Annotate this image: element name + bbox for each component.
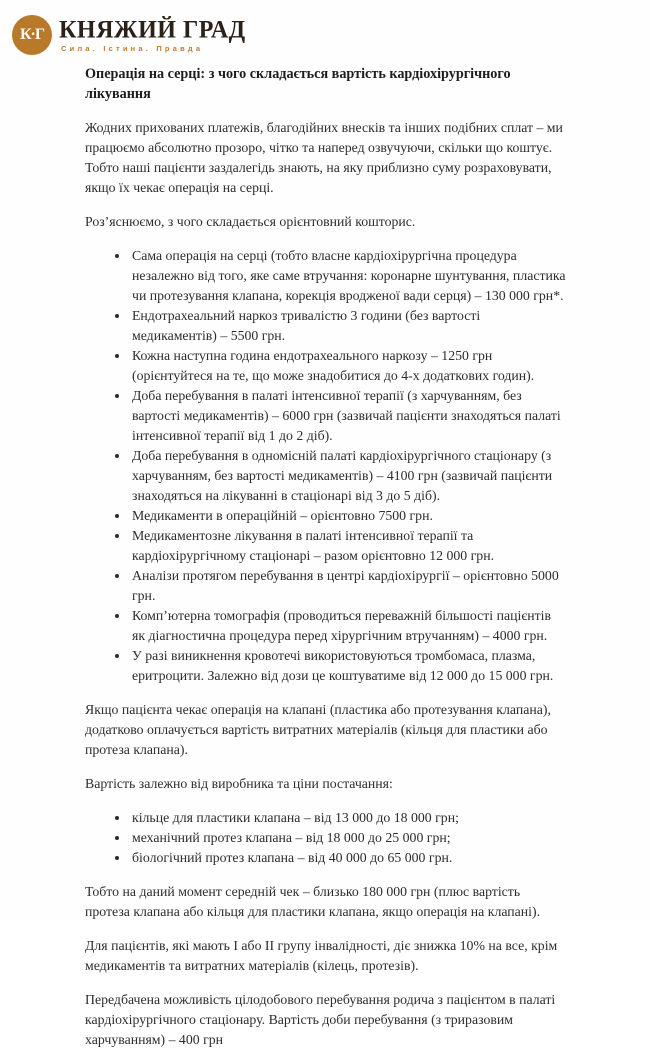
valve-price-item: • механічний протез клапана – від 18 000 до 25 000 грн; — [130, 828, 566, 848]
logo-monogram-badge — [12, 15, 52, 55]
valve-note-paragraph: Якщо пацієнта чекає операція на клапані (пластика або протезування клапана), додатково оплачується вартість витратних матеріалів (кільця для пластики або протеза клапана). — [85, 702, 551, 757]
logo-name: КНЯЖИЙ ГРАД — [59, 16, 246, 44]
valve-prices-list — [85, 808, 566, 868]
cost-item: • Комп’ютерна томографія (проводиться переважній більшості пацієнтів як діагностична процедура перед хірургічним втручанням) – 4000 грн. — [130, 606, 566, 646]
logo-tagline: Сила. Істина. Правда — [61, 43, 204, 53]
cost-item: • Ендотрахеальний наркоз тривалістю 3 години (без вартості медикаментів) – 5500 грн. — [130, 306, 566, 346]
logo — [0, 0, 650, 58]
document-body — [0, 58, 650, 1050]
cost-item: • Аналізи протягом перебування в центрі кардіохірургії – орієнтовно 5000 грн. — [130, 566, 566, 606]
relative-stay-paragraph: Передбачена можливість цілодобового перебування родича з пацієнтом в палаті кардіохірургічного стаціонару. Вартість доби перебування (з триразовим харчуванням) – 400 грн — [85, 992, 556, 1047]
cost-item: • Сама операція на серці (тобто власне кардіохірургічна процедура незалежно від того, яке саме втручання: коронарне шунтування, пластика чи протезування клапана, корекція вродженої вади серця) – 130 000 грн*. — [130, 246, 566, 306]
intro-paragraph: Жодних прихованих платежів, благодійних внесків та інших подібних сплат – ми працюємо абсолютно прозоро, чітко та наперед озвучуючи, скільки що коштує. Тобто наші пацієнти заздалегідь знають, на яку приблизно суму розраховувати, якщо їх чекає операція на серці. — [85, 120, 563, 195]
cost-item: • Медикаментозне лікування в палаті інтенсивної терапії та кардіохірургічному стаціонарі – разом орієнтовно 12 000 грн. — [130, 526, 566, 566]
logo-text — [59, 18, 246, 53]
average-check-paragraph: Тобто на даний момент середній чек – близько 180 000 грн (плюс вартість протеза клапана або кільця для пластики клапана, якщо операція на клапані). — [85, 884, 541, 919]
cost-item: • У разі виникнення кровотечі використовуються тромбомаса, плазма, еритроцити. Залежно від дози це коштуватиме від 12 000 до 15 000 грн. — [130, 646, 566, 686]
cost-item: • Доба перебування в палаті інтенсивної терапії (з харчуванням, без вартості медикаментів) – 6000 грн (зазвичай пацієнти знаходяться палаті інтенсивної терапії від 1 до 2 діб). — [130, 386, 566, 446]
cost-item: • Медикаменти в операційній – орієнтовно 7500 грн. — [130, 506, 566, 526]
explain-paragraph: Роз’яснюємо, з чого складається орієнтовний кошторис. — [85, 214, 416, 229]
cost-items-list — [85, 246, 566, 686]
pricing-intro-paragraph: Вартість залежно від виробника та ціни постачання: — [85, 776, 393, 791]
cost-item: • Доба перебування в одномісній палаті кардіохірургічного стаціонару (з харчуванням, без вартості медикаментів) – 4100 грн (зазвичай пацієнти знаходяться на лікуванні в стаціонарі від 3 до 5 діб). — [130, 446, 566, 506]
valve-price-item: • кільце для пластики клапана – від 13 000 до 18 000 грн; — [130, 808, 566, 828]
logo-monogram: К·Г — [19, 26, 45, 43]
discount-paragraph: Для пацієнтів, які мають I або II групу інвалідності, діє знижка 10% на все, крім медикаментів та витратних матеріалів (кілець, протезів). — [85, 938, 558, 973]
valve-price-item: • біологічний протез клапана – від 40 000 до 65 000 грн. — [130, 848, 566, 868]
document-title: Операція на серці: з чого складається вартість кардіохірургічного лікування — [85, 66, 511, 102]
cost-item: • Кожна наступна година ендотрахеального наркозу – 1250 грн (орієнтуйтеся на те, що може знадобитися до 4-х додаткових годин). — [130, 346, 566, 386]
